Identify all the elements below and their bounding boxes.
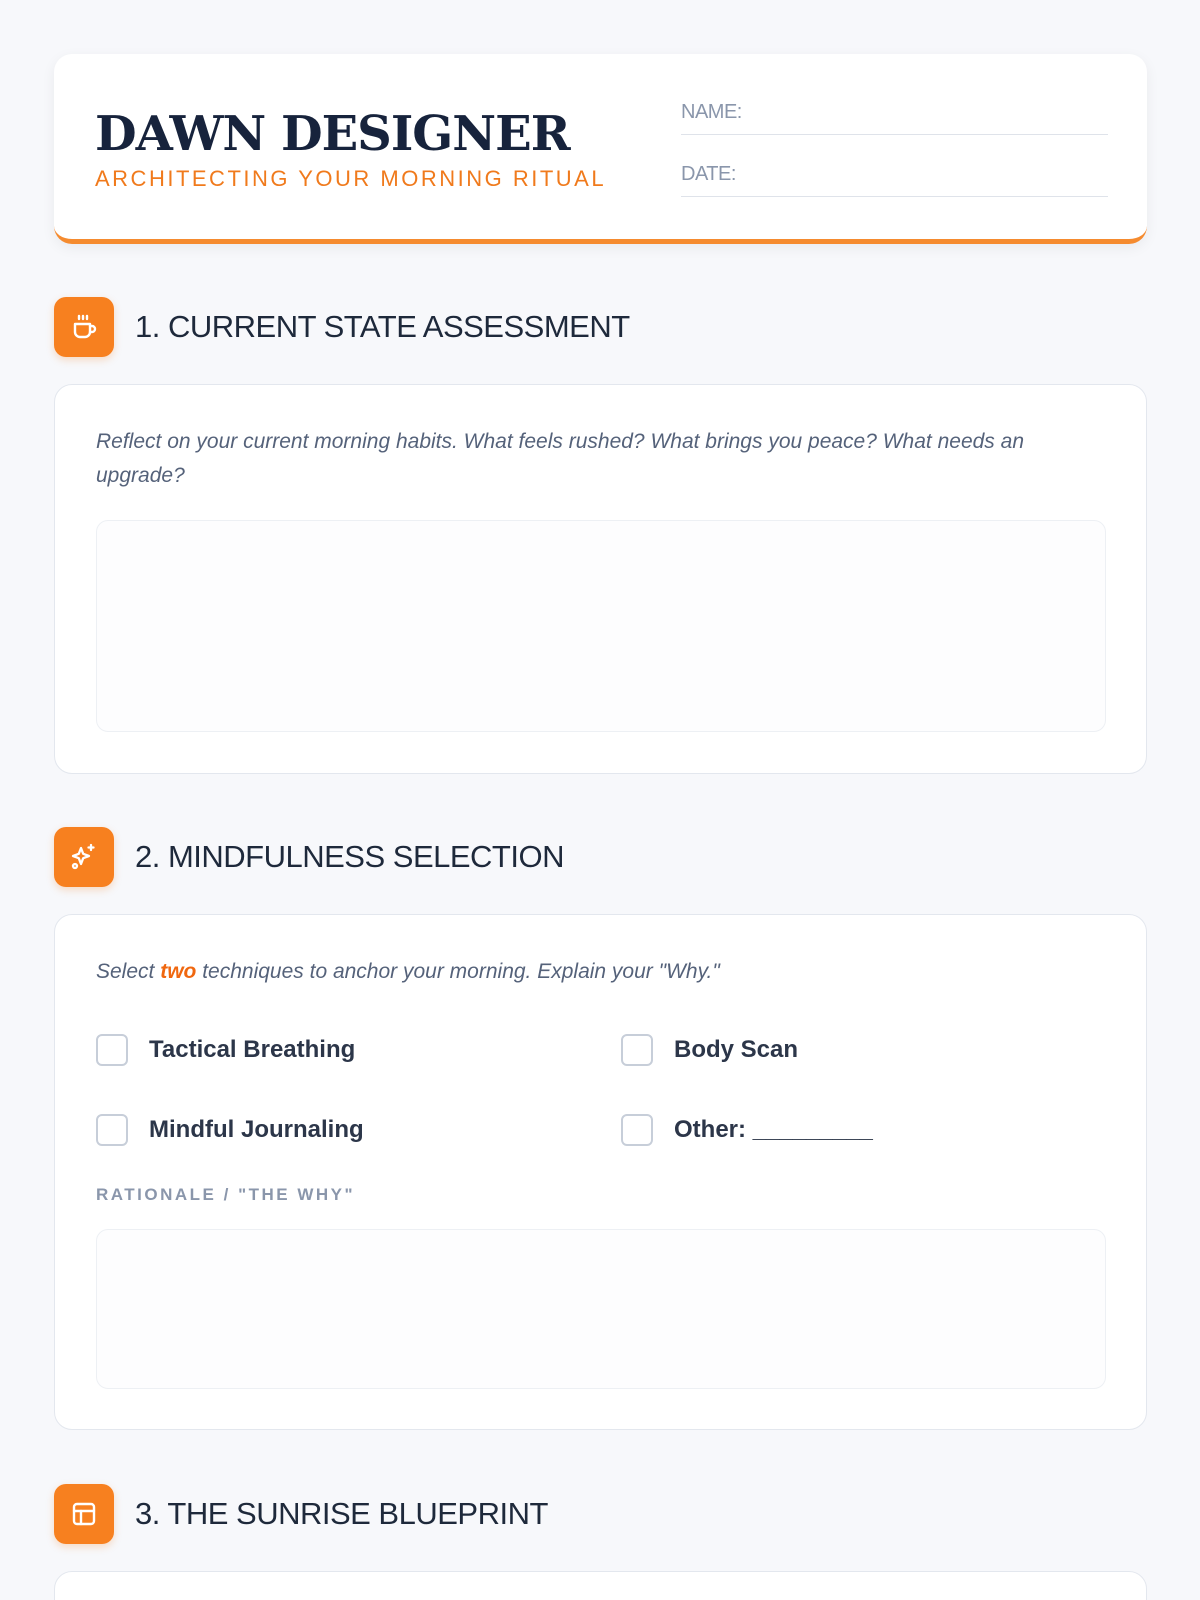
assessment-textarea[interactable] xyxy=(96,520,1106,732)
coffee-cup-icon xyxy=(54,297,114,357)
assessment-card xyxy=(54,384,1147,774)
body-scan-checkbox[interactable] xyxy=(621,1034,653,1066)
option-label: Body Scan xyxy=(674,1036,799,1063)
mindfulness-card xyxy=(54,914,1147,1430)
option-tactical-breathing[interactable] xyxy=(96,1033,355,1067)
option-body-scan[interactable] xyxy=(621,1033,798,1067)
sparkles-icon xyxy=(54,827,114,887)
section-3-title: 3. THE SUNRISE BLUEPRINT xyxy=(135,1496,548,1531)
section-2-title: 2. MINDFULNESS SELECTION xyxy=(135,839,564,874)
date-field[interactable] xyxy=(681,161,1108,197)
section-3-heading xyxy=(54,1484,1147,1544)
header-card xyxy=(54,54,1147,244)
option-other[interactable] xyxy=(621,1113,873,1147)
mindfulness-prompt xyxy=(96,955,1056,989)
rationale-label: RATIONALE / "THE WHY" xyxy=(96,1185,356,1204)
date-label: DATE: xyxy=(681,163,736,185)
brand-subtitle: ARCHITECTING YOUR MORNING RITUAL xyxy=(95,166,607,191)
prompt-highlight: two xyxy=(160,960,197,983)
prompt-text-end: techniques to anchor your morning. Explain your "Why." xyxy=(196,960,720,983)
assessment-prompt: Reflect on your current morning habits. What feels rushed? What brings you peace? What needs an upgrade? xyxy=(96,430,1024,487)
brand-title: DAWN DESIGNER xyxy=(95,106,570,162)
option-label: Other: _________ xyxy=(674,1116,873,1143)
blueprint-card xyxy=(54,1571,1147,1600)
name-field[interactable] xyxy=(681,99,1108,135)
layout-icon xyxy=(54,1484,114,1544)
prompt-text-start: Select xyxy=(96,960,161,983)
option-label: Mindful Journaling xyxy=(149,1116,364,1143)
rationale-textarea[interactable] xyxy=(96,1229,1106,1389)
name-label: NAME: xyxy=(681,101,742,123)
option-mindful-journaling[interactable] xyxy=(96,1113,364,1147)
option-label: Tactical Breathing xyxy=(149,1036,356,1063)
mindful-journaling-checkbox[interactable] xyxy=(96,1114,128,1146)
tactical-breathing-checkbox[interactable] xyxy=(96,1034,128,1066)
section-1-title: 1. CURRENT STATE ASSESSMENT xyxy=(135,309,630,344)
other-checkbox[interactable] xyxy=(621,1114,653,1146)
section-1-heading xyxy=(54,297,1147,357)
section-2-heading xyxy=(54,827,1147,887)
